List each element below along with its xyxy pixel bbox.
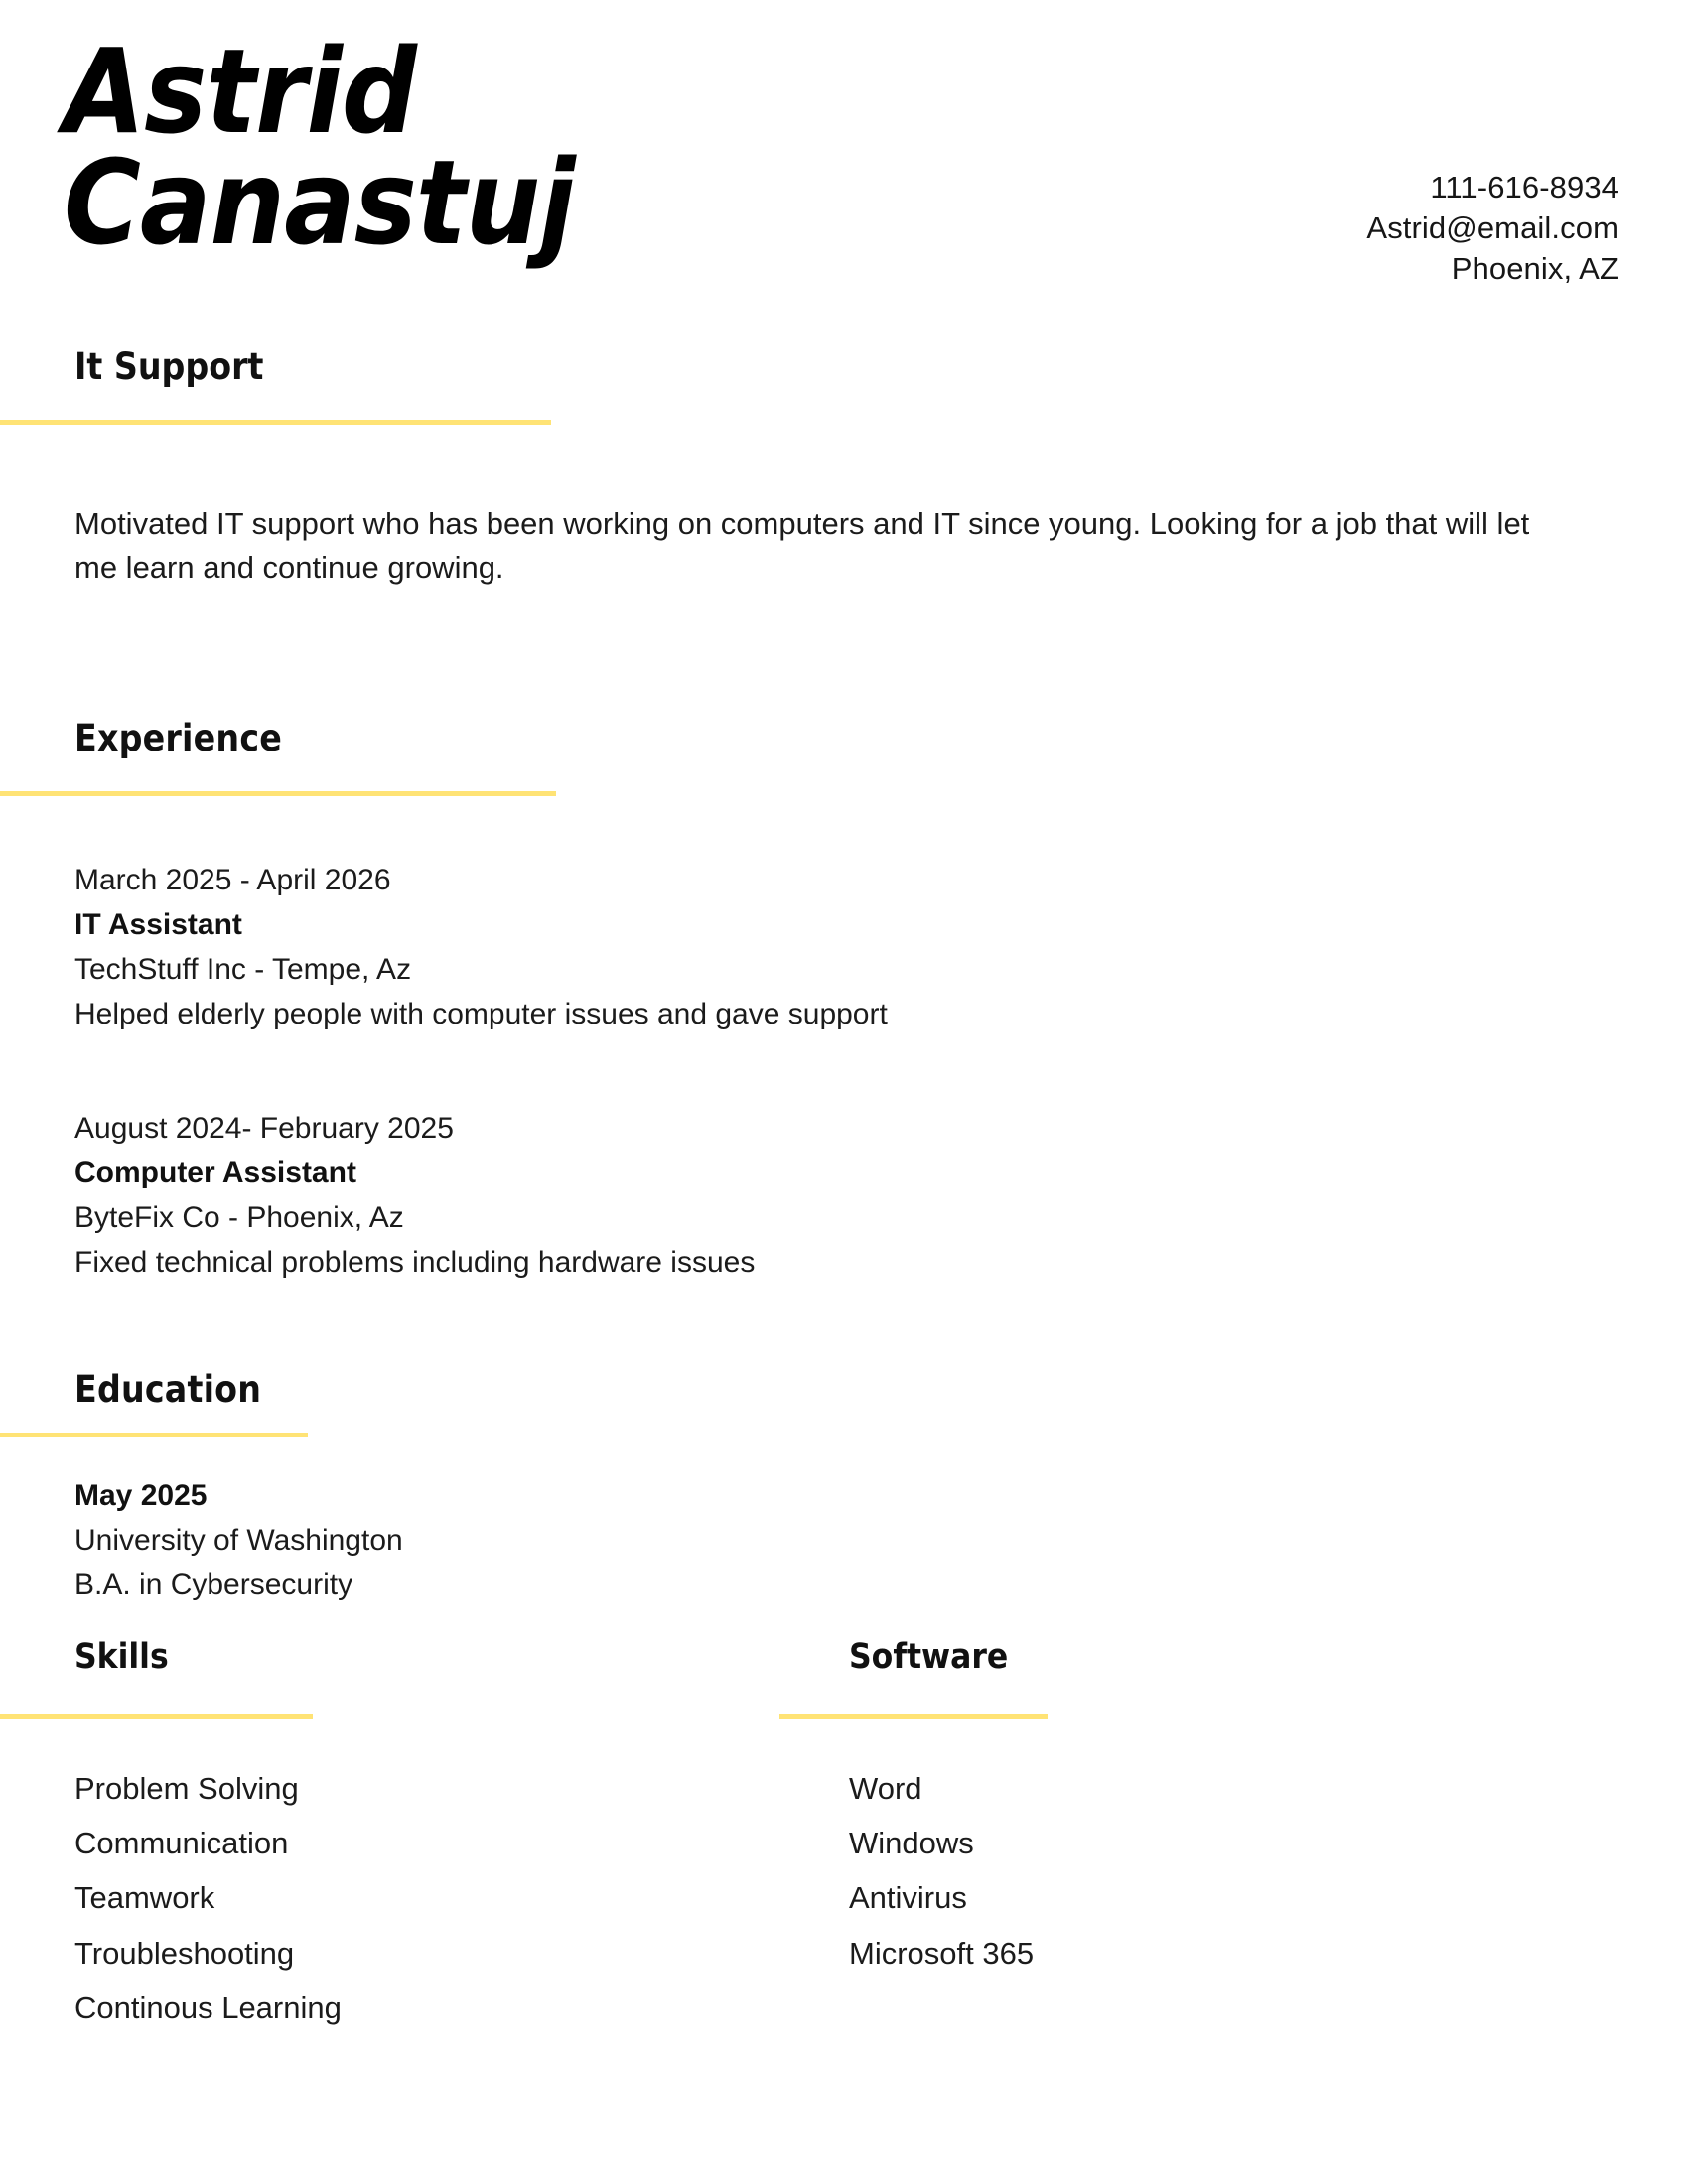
education-entry <box>0 1473 1688 1607</box>
skills-list <box>74 1761 342 2035</box>
experience-entry <box>0 858 1688 1036</box>
skills-software-columns <box>0 1637 1688 2025</box>
skills-software-heading-row <box>0 1637 1688 1714</box>
experience-company: TechStuff Inc - Tempe, Az <box>74 953 412 987</box>
skills-software-lists <box>0 1719 1688 2025</box>
last-name: Canastuj <box>64 134 575 272</box>
list-item: Antivirus <box>849 1880 967 1916</box>
contact-email: Astrid@email.com <box>1366 210 1618 246</box>
list-item: Microsoft 365 <box>849 1935 1035 1971</box>
first-name: Astrid <box>64 23 416 160</box>
experience-dates: August 2024- February 2025 <box>74 1112 454 1146</box>
section-heading-education: Education <box>74 1368 262 1412</box>
experience-role: Computer Assistant <box>74 1157 356 1190</box>
list-item: Problem Solving <box>74 1771 299 1807</box>
list-item: Troubleshooting <box>74 1935 295 1971</box>
resume-header <box>0 0 1688 328</box>
section-heading-software: Software <box>849 1637 1009 1678</box>
experience-role: IT Assistant <box>74 908 242 942</box>
experience-company: ByteFix Co - Phoenix, Az <box>74 1201 404 1235</box>
education-date: May 2025 <box>74 1479 208 1513</box>
experience-dates: March 2025 - April 2026 <box>74 864 391 897</box>
list-item: Windows <box>849 1826 974 1861</box>
page-title: It Support <box>74 345 264 388</box>
list-item: Word <box>849 1771 922 1807</box>
candidate-name <box>64 23 957 272</box>
experience-entry <box>0 1106 1688 1285</box>
experience-description: Fixed technical problems including hardware issues <box>74 1246 756 1280</box>
section-heading-skills: Skills <box>74 1637 169 1678</box>
education-degree: B.A. in Cybersecurity <box>74 1569 353 1602</box>
education-school: University of Washington <box>74 1524 403 1558</box>
contact-phone: 111-616-8934 <box>1430 170 1618 205</box>
software-list <box>849 1761 1034 1980</box>
section-heading-experience: Experience <box>74 717 283 760</box>
contact-block <box>1366 167 1618 290</box>
list-item: Teamwork <box>74 1880 215 1916</box>
list-item: Communication <box>74 1826 289 1861</box>
list-item: Continous Learning <box>74 1989 342 2025</box>
contact-location: Phoenix, AZ <box>1451 251 1618 287</box>
experience-description: Helped elderly people with computer issues and gave support <box>74 998 888 1031</box>
summary-text: Motivated IT support who has been working on computers and IT since young. Looking for a job that will let me learn and continue growing. <box>74 506 1530 586</box>
